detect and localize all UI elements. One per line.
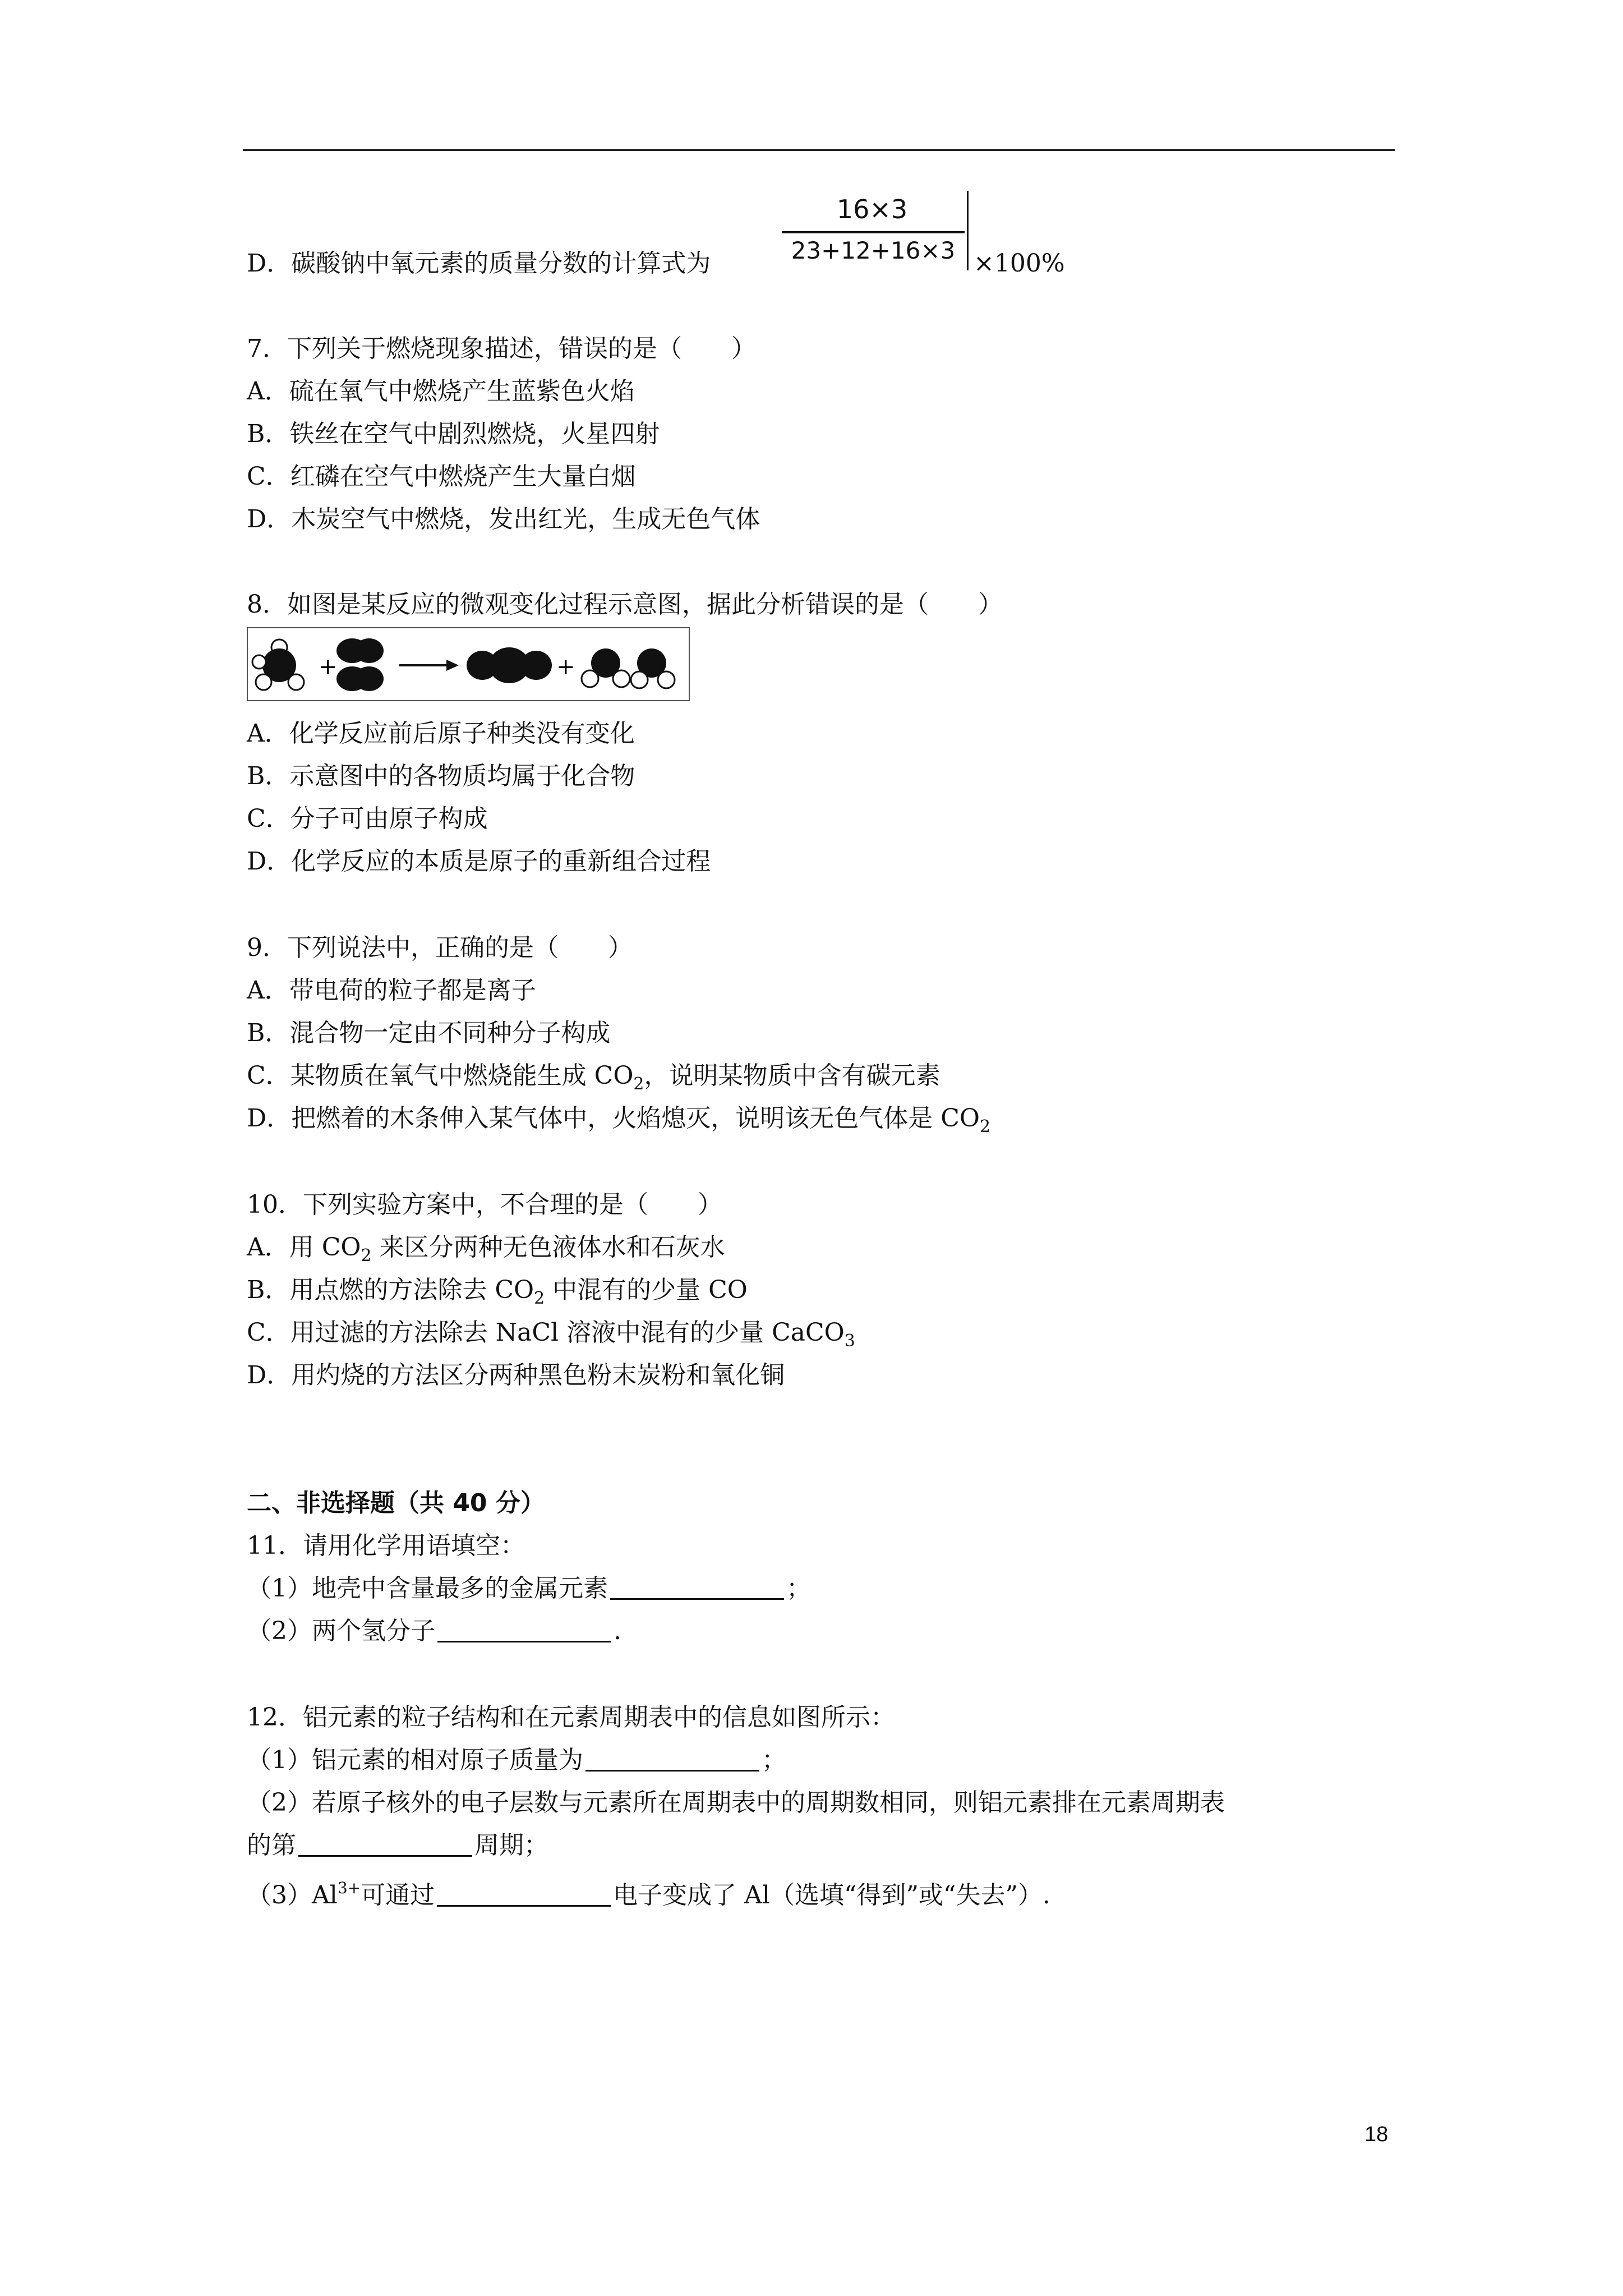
q9-option-b: B．混合物一定由不同种分子构成	[247, 1019, 611, 1047]
fraction-side-bar	[967, 191, 969, 270]
reactant-molecule-2	[336, 638, 384, 691]
section-2-title: 二、非选择题（共 40 分）	[247, 1489, 545, 1517]
q10-option-c: C．用过滤的方法除去 NaCl 溶液中混有的少量 CaCO$_3$	[247, 1318, 855, 1351]
fraction-denominator: 23+12+16×3	[791, 237, 956, 264]
q11-part-2: （2）两个氢分子 .	[247, 1617, 621, 1645]
answer-blank[interactable]	[585, 1745, 759, 1772]
q8-option-a: A．化学反应前后原子种类没有变化	[247, 719, 635, 748]
q12-part-3: $(3)Al^{3+}$可通过 电子变成了 Al（选填“得到”或“失去”）.	[247, 1879, 1050, 1910]
q8-stem: 8．如图是某反应的微观变化过程示意图，据此分析错误的是（ ）	[247, 590, 1003, 619]
q7-option-c: C．红磷在空气中燃烧产生大量白烟	[247, 462, 636, 491]
answer-blank[interactable]	[298, 1830, 472, 1857]
q7-option-d: D．木炭空气中燃烧，发出红光，生成无色气体	[247, 505, 760, 533]
q11-part-1: （1）地壳中含量最多的金属元素 ；	[247, 1574, 811, 1603]
q9-option-a: A．带电荷的粒子都是离子	[247, 976, 536, 1005]
header-rule	[243, 149, 1395, 151]
fraction-bar	[782, 231, 965, 233]
q7-option-a: A．硫在氧气中燃烧产生蓝紫色火焰	[247, 377, 635, 406]
q12-part-1: （1）铝元素的相对原子质量为 ；	[247, 1746, 786, 1774]
plus-sign-1: +	[319, 654, 338, 680]
reaction-arrow	[399, 660, 459, 671]
q10-option-b: B．用点燃的方法除去 $CO_2$ 中混有的少量 CO	[247, 1276, 748, 1308]
q9-option-d: D．把燃着的木条伸入某气体中，火焰熄灭，说明该无色气体是 $CO_2$	[247, 1104, 991, 1137]
q9-option-c: C．某物质在氧气中燃烧能生成 $CO_2$，说明某物质中含有碳元素	[247, 1061, 940, 1094]
q8-option-c: C．分子可由原子构成	[247, 804, 488, 833]
q9-stem: 9．下列说法中，正确的是（ ）	[247, 933, 633, 962]
q8-option-d: D．化学反应的本质是原子的重新组合过程	[247, 847, 711, 876]
mass-fraction-formula	[780, 191, 970, 273]
q10-option-d: D．用灼烧的方法区分两种黑色粉末炭粉和氧化铜	[247, 1361, 785, 1389]
q10-option-a: A．用 $CO_2$ 来区分两种无色液体水和石灰水	[247, 1233, 725, 1266]
q6-option-d-suffix: ×100%	[974, 249, 1065, 278]
answer-blank[interactable]	[437, 1880, 611, 1907]
fraction-numerator: 16×3	[836, 194, 908, 224]
q7-option-b: B．铁丝在空气中剧烈燃烧，火星四射	[247, 420, 660, 448]
q6-option-d: D．碳酸钠中氧元素的质量分数的计算式为	[247, 249, 711, 278]
q12-stem: 12．铝元素的粒子结构和在元素周期表中的信息如图所示：	[247, 1703, 895, 1732]
q7-stem: 7．下列关于燃烧现象描述，错误的是（ ）	[247, 334, 756, 363]
product-molecule-1	[467, 647, 552, 683]
reaction-diagram	[247, 627, 690, 701]
page-number: 18	[1364, 2123, 1389, 2146]
plus-sign-2: +	[556, 654, 575, 680]
q10-stem: 10．下列实验方案中，不合理的是（ ）	[247, 1190, 722, 1219]
q12-part-2b: 的第 周期；	[247, 1831, 548, 1860]
q12-part-2a: （2）若原子核外的电子层数与元素所在周期表中的周期数相同，则铝元素排在元素周期表	[247, 1788, 1225, 1817]
q8-option-b: B．示意图中的各物质均属于化合物	[247, 762, 635, 790]
answer-blank[interactable]	[610, 1573, 784, 1600]
product-molecule-2	[582, 648, 675, 688]
reactant-molecule-1	[252, 639, 304, 690]
answer-blank[interactable]	[437, 1616, 611, 1642]
q11-stem: 11．请用化学用语填空：	[247, 1531, 525, 1560]
